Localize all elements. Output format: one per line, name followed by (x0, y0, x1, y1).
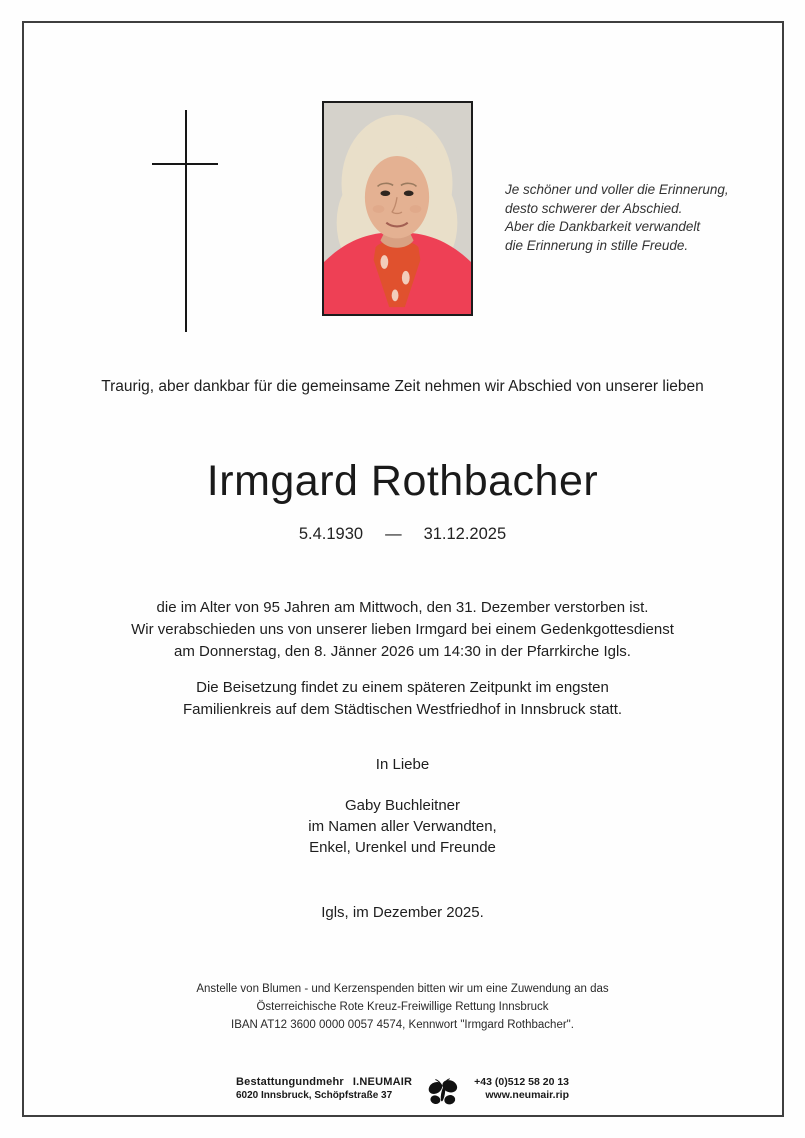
place-date-line: Igls, im Dezember 2025. (321, 904, 484, 921)
deceased-portrait-photo (322, 101, 473, 316)
cross-horizontal-bar (152, 163, 218, 165)
dates-separator: — (385, 525, 402, 543)
funeral-home-name-line (236, 1076, 412, 1089)
death-date: 31.12.2025 (423, 525, 507, 543)
donation-line: IBAN AT12 3600 0000 0057 4574, Kennwort "Irmgard Rothbacher". (231, 1019, 574, 1031)
quote-line: Je schöner und voller die Erinnerung, (505, 182, 729, 197)
portrait-cheek-left (373, 205, 385, 213)
funeral-home-address: 6020 Innsbruck, Schöpfstraße 37 (235, 1090, 393, 1101)
scarf-pattern-dot (402, 271, 410, 285)
closing-phrase: In Liebe (375, 756, 430, 773)
quote-line: die Erinnerung in stille Freude. (505, 237, 689, 253)
funeral-home-info (236, 1076, 412, 1102)
mourner-line: im Namen aller Verwandten, (308, 818, 497, 835)
quote-line: desto schwerer der Abschied. (505, 200, 683, 216)
announcement-line: Wir verabschieden uns von unserer lieben Irmgard bei einem Gedenkgottesdienst (131, 621, 674, 638)
mourner-line: Gaby Buchleitner (344, 797, 461, 814)
butterfly-wings (427, 1078, 460, 1105)
intro-line: Traurig, aber dankbar für die gemeinsame Zeit nehmen wir Abschied von unserer lieben (101, 378, 704, 395)
burial-line: Familienkreis auf dem Städtischen Westfriedhof in Innsbruck statt. (182, 701, 623, 718)
life-dates (0, 525, 805, 544)
funeral-home-website: www.neumair.rip (485, 1089, 570, 1101)
cross-vertical-bar (185, 110, 187, 332)
memorial-quote (505, 181, 745, 255)
funeral-home-footer (0, 1076, 805, 1109)
announcement-line: am Donnerstag, den 8. Jänner 2026 um 14:30 in der Pfarrkirche Igls. (174, 643, 631, 660)
funeral-home-phone: +43 (0)512 58 20 13 (474, 1076, 570, 1088)
butterfly-icon (424, 1077, 462, 1109)
funeral-home-name: Bestattungundmehr (235, 1076, 344, 1088)
announcement-paragraph (0, 597, 805, 663)
cross-icon (152, 110, 222, 334)
burial-paragraph (0, 677, 805, 721)
donation-note (0, 980, 805, 1034)
burial-line: Die Beisetzung findet zu einem späteren Zeitpunkt im engsten (196, 679, 609, 696)
portrait-eye-left (380, 191, 390, 196)
scarf-pattern-dot (392, 289, 399, 301)
donation-line: Anstelle von Blumen - und Kerzenspenden bitten wir um eine Zuwendung an das (196, 983, 609, 995)
deceased-name: Irmgard Rothbacher (206, 457, 599, 505)
portrait-eye-right (404, 191, 414, 196)
mourners-block (0, 795, 805, 858)
quote-line: Aber die Dankbarkeit verwandelt (505, 219, 701, 234)
mourner-line: Enkel, Urenkel und Freunde (309, 839, 496, 856)
scarf-pattern-dot (380, 255, 388, 269)
portrait-illustration (324, 103, 471, 314)
donation-line: Österreichische Rote Kreuz-Freiwillige Rettung Innsbruck (256, 1001, 549, 1013)
funeral-home-contact (474, 1076, 569, 1102)
announcement-line: die im Alter von 95 Jahren am Mittwoch, den 31. Dezember verstorben ist. (156, 599, 649, 616)
birth-date: 5.4.1930 (298, 525, 364, 543)
funeral-home-brand: I.NEUMAIR (352, 1076, 413, 1088)
portrait-cheek-right (410, 205, 422, 213)
